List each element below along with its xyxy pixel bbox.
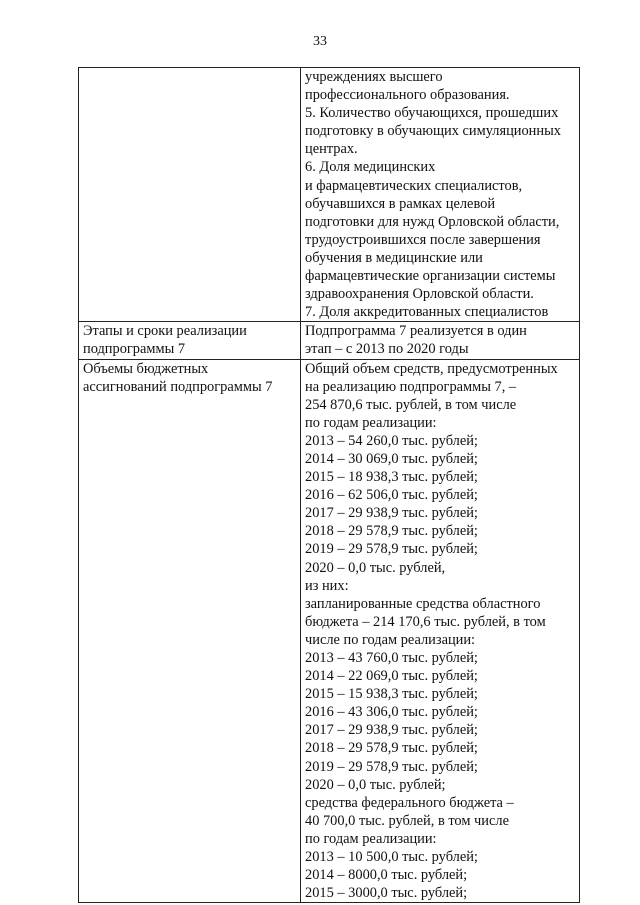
row-value-cell bbox=[301, 68, 580, 322]
row-label-line: Этапы и сроки реализации bbox=[83, 323, 247, 340]
row-value-line: числе по годам реализации: bbox=[305, 631, 476, 648]
row-value-line: 5. Количество обучающихся, прошедших bbox=[305, 105, 559, 122]
page-number: 33 bbox=[313, 34, 327, 49]
table-row bbox=[79, 68, 580, 322]
row-value-line: обучения в медицинские или bbox=[305, 249, 483, 266]
row-value-line: 2016 – 62 506,0 тыс. рублей; bbox=[305, 487, 478, 504]
table-row bbox=[79, 359, 580, 903]
row-value-line: 2018 – 29 578,9 тыс. рублей; bbox=[305, 740, 478, 757]
row-label-cell bbox=[79, 322, 301, 359]
row-value-line: этап – с 2013 по 2020 годы bbox=[305, 341, 469, 358]
row-value-line: по годам реализации: bbox=[305, 830, 437, 847]
row-value-line: бюджета – 214 170,6 тыс. рублей, в том bbox=[305, 613, 546, 630]
row-value-line: Подпрограмма 7 реализуется в один bbox=[305, 323, 527, 340]
row-value-line: трудоустроившихся после завершения bbox=[305, 231, 541, 248]
row-value-line: подготовку в обучающих симуляционных bbox=[305, 123, 561, 140]
row-label-cell bbox=[79, 68, 301, 322]
row-value-line: подготовки для нужд Орловской области, bbox=[305, 213, 560, 230]
row-value-line: 2013 – 54 260,0 тыс. рублей; bbox=[305, 432, 478, 449]
row-value-cell bbox=[301, 359, 580, 903]
row-value-line: на реализацию подпрограммы 7, – bbox=[305, 378, 517, 395]
row-label-line: Объемы бюджетных bbox=[83, 360, 209, 377]
row-value-line: 2014 – 30 069,0 тыс. рублей; bbox=[305, 450, 478, 467]
row-value-line: 2014 – 22 069,0 тыс. рублей; bbox=[305, 668, 478, 685]
row-value-line: 7. Доля аккредитованных специалистов bbox=[305, 304, 549, 321]
row-label-line: ассигнований подпрограммы 7 bbox=[83, 378, 273, 395]
row-value-line: 2020 – 0,0 тыс. рублей, bbox=[305, 559, 446, 576]
row-value-line: 40 700,0 тыс. рублей, в том числе bbox=[305, 812, 509, 829]
row-value-line: фармацевтические организации системы bbox=[305, 268, 556, 285]
row-value-line: по годам реализации: bbox=[305, 414, 437, 431]
row-value-line: 2016 – 43 306,0 тыс. рублей; bbox=[305, 704, 478, 721]
row-value-line: 2018 – 29 578,9 тыс. рублей; bbox=[305, 523, 478, 540]
row-label-line: подпрограммы 7 bbox=[83, 341, 186, 358]
row-value-line: 2013 – 43 760,0 тыс. рублей; bbox=[305, 650, 478, 666]
row-value-line: средства федерального бюджета – bbox=[305, 794, 514, 811]
row-value-line: 2014 – 8000,0 тыс. рублей; bbox=[305, 867, 468, 884]
row-value-line: из них: bbox=[305, 577, 349, 594]
row-value-line: здравоохранения Орловской области. bbox=[305, 286, 534, 303]
row-value-line: 2015 – 15 938,3 тыс. рублей; bbox=[305, 686, 478, 703]
row-value-line: 2015 – 3000,0 тыс. рублей; bbox=[305, 885, 468, 902]
row-value-line: 2017 – 29 938,9 тыс. рублей; bbox=[305, 505, 478, 522]
row-value-line: 2017 – 29 938,9 тыс. рублей; bbox=[305, 722, 478, 739]
row-value-line: профессионального образования. bbox=[305, 87, 510, 104]
row-value-line: центрах. bbox=[305, 141, 358, 158]
row-value-line: 2015 – 18 938,3 тыс. рублей; bbox=[305, 469, 478, 486]
row-value-line: запланированные средства областного bbox=[305, 595, 541, 612]
row-value-line: 2019 – 29 578,9 тыс. рублей; bbox=[305, 541, 478, 558]
row-value-cell bbox=[301, 322, 580, 359]
program-passport-table bbox=[78, 67, 580, 903]
row-label-cell bbox=[79, 359, 301, 903]
row-value-line: 6. Доля медицинских bbox=[305, 159, 436, 176]
row-value-line: 2013 – 10 500,0 тыс. рублей; bbox=[305, 849, 478, 866]
row-value-line: обучавшихся в рамках целевой bbox=[305, 195, 496, 212]
table-row bbox=[79, 322, 580, 359]
row-value-line: и фармацевтических специалистов, bbox=[305, 177, 523, 194]
row-value-line: 2020 – 0,0 тыс. рублей; bbox=[305, 776, 446, 793]
row-value-line: учреждениях высшего bbox=[305, 69, 443, 85]
row-value-line: 2019 – 29 578,9 тыс. рублей; bbox=[305, 758, 478, 775]
row-value-line: Общий объем средств, предусмотренных bbox=[305, 360, 558, 377]
row-value-line: 254 870,6 тыс. рублей, в том числе bbox=[305, 396, 517, 413]
